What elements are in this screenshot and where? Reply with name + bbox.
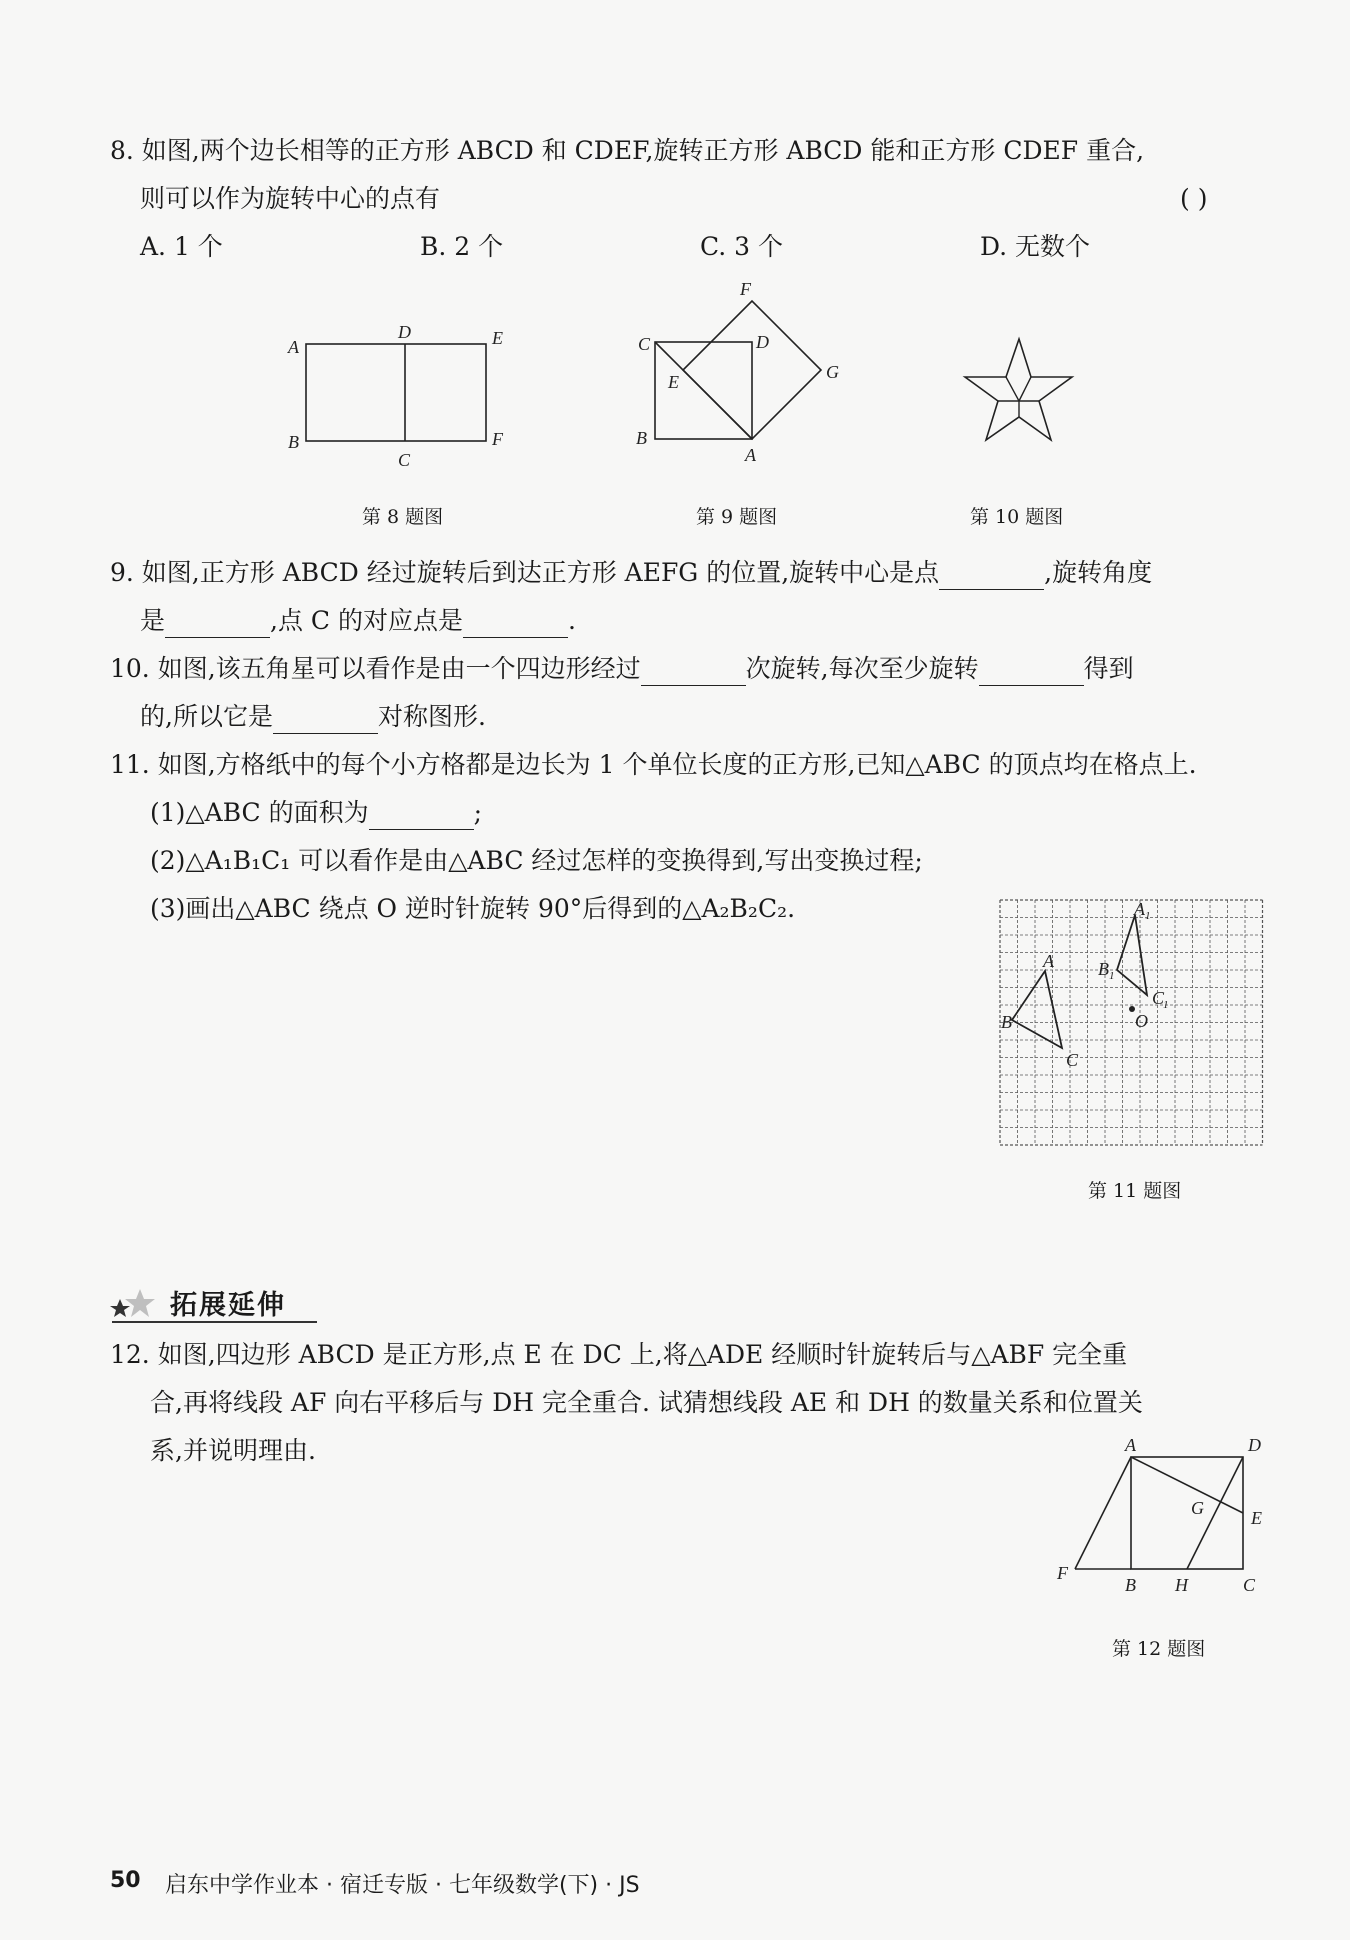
triangle-a1b1c1 — [1117, 915, 1147, 995]
fig11-label-a1-sub: 1 — [1145, 910, 1151, 922]
fig12-label-g: G — [1191, 1498, 1204, 1518]
q10-text-5: 对称图形. — [377, 702, 486, 731]
fig8-label-b: B — [288, 432, 299, 452]
q9-line2 — [140, 604, 576, 638]
footer-book-title: 启东中学作业本 · 宿迁专版 · 七年级数学(下) · JS — [165, 1873, 640, 1898]
q9-text-1: 9. 如图,正方形 ABCD 经过旋转后到达正方形 AEFG 的位置,旋转中心是点 — [110, 558, 940, 587]
q10-line1 — [110, 652, 1134, 686]
page-number: 50 — [110, 1868, 141, 1893]
fig12-label-a: A — [1125, 1435, 1136, 1455]
fig12-label-d: D — [1248, 1435, 1261, 1455]
q10-text-4: 的,所以它是 — [140, 702, 273, 731]
fig11-caption: 第 11 题图 — [1088, 1180, 1182, 1202]
fig12-label-f: F — [1057, 1563, 1068, 1583]
fig9-label-b: B — [636, 428, 647, 448]
q10-text-3: 得到 — [1083, 654, 1134, 683]
fig12-label-c: C — [1243, 1575, 1256, 1595]
q11-sub1-end: ; — [473, 798, 483, 827]
fig9-label-g: G — [826, 362, 839, 382]
fig11-label-a1: A — [1134, 899, 1145, 919]
q11-sub2: (2)△A₁B₁C₁ 可以看作是由△ABC 经过怎样的变换得到,写出变换过程; — [150, 846, 923, 875]
q10-blank-symmetry[interactable] — [273, 707, 378, 734]
q9-blank-angle[interactable] — [165, 611, 270, 638]
fig11-label-b: B — [1001, 1012, 1012, 1032]
fig9-label-c: C — [638, 334, 651, 354]
fig8-label-e: E — [492, 328, 503, 348]
grid-lines — [1000, 900, 1263, 1145]
star-icon — [125, 1289, 155, 1317]
star-icon — [110, 1299, 130, 1317]
figure-9 — [630, 279, 850, 472]
q8-option-a: A. 1 个 — [140, 232, 223, 261]
fig11-label-c: C — [1066, 1050, 1079, 1070]
q8-line1: 8. 如图,两个边长相等的正方形 ABCD 和 CDEF,旋转正方形 ABCD 能和正方形 CDEF 重合, — [110, 136, 1145, 165]
fig8-label-f: F — [492, 429, 503, 449]
fig10-inner-line-5 — [1006, 377, 1019, 401]
fig8-label-c: C — [398, 450, 411, 470]
q10-blank-angle[interactable] — [979, 659, 1084, 686]
figure-8 — [280, 320, 530, 470]
q8-line2: 则可以作为旋转中心的点有 — [140, 184, 441, 213]
fig9-label-d: D — [756, 332, 769, 352]
fig9-label-f: F — [740, 279, 751, 299]
fig12-square-abcd — [1131, 1457, 1243, 1569]
fig11-label-c1: C — [1152, 988, 1165, 1008]
q10-blank-times[interactable] — [641, 659, 746, 686]
fig9-label-a: A — [745, 445, 756, 465]
fig8-label-a: A — [288, 337, 299, 357]
fig10-star-outline — [965, 339, 1072, 440]
fig11-label-o: O — [1135, 1011, 1148, 1031]
fig9-caption: 第 9 题图 — [696, 506, 778, 528]
q10-line2 — [140, 700, 486, 734]
q9-text-4: ,点 C 的对应点是 — [270, 606, 463, 635]
section-stars-decoration — [110, 1287, 170, 1321]
fig12-segment-af — [1075, 1457, 1131, 1569]
figure-10-star — [945, 335, 1095, 475]
q9-blank-center[interactable] — [939, 563, 1044, 590]
triangle-abc — [1012, 971, 1062, 1048]
fig12-caption: 第 12 题图 — [1112, 1638, 1206, 1660]
q11-line1: 11. 如图,方格纸中的每个小方格都是边长为 1 个单位长度的正方形,已知△ABC 的顶点均在格点上. — [110, 750, 1197, 779]
fig8-rectangle — [306, 344, 486, 441]
q11-sub1 — [150, 796, 482, 830]
section-title: 拓展延伸 — [170, 1290, 286, 1321]
q9-blank-point[interactable] — [463, 611, 568, 638]
q9-text-2: ,旋转角度 — [1044, 558, 1153, 587]
fig11-label-b1: B — [1098, 959, 1109, 979]
fig12-label-h: H — [1175, 1575, 1188, 1595]
q12-line3: 系,并说明理由. — [150, 1436, 316, 1465]
q10-text-2: 次旋转,每次至少旋转 — [745, 654, 979, 683]
q12-line2: 合,再将线段 AF 向右平移后与 DH 完全重合. 试猜想线段 AE 和 DH 的数量关系和位置关 — [150, 1388, 1143, 1417]
fig10-inner-line-1 — [1019, 377, 1031, 401]
q8-option-d: D. 无数个 — [980, 232, 1091, 261]
q11-blank-area[interactable] — [369, 803, 474, 830]
figure-11-grid — [995, 895, 1267, 1143]
q8-option-b: B. 2 个 — [420, 232, 504, 261]
fig11-label-c1-sub: 1 — [1163, 999, 1169, 1011]
fig11-label-b1-sub: 1 — [1109, 970, 1115, 982]
figure-12 — [1045, 1435, 1275, 1595]
section-underline — [112, 1321, 317, 1323]
fig12-label-e: E — [1251, 1508, 1262, 1528]
fig8-label-d: D — [398, 322, 411, 342]
fig8-caption: 第 8 题图 — [362, 506, 444, 528]
q9-line1 — [110, 556, 1152, 590]
q11-sub3: (3)画出△ABC 绕点 O 逆时针旋转 90°后得到的△A₂B₂C₂. — [150, 894, 796, 923]
q8-answer-paren: ( ) — [1180, 184, 1208, 213]
q12-line1: 12. 如图,四边形 ABCD 是正方形,点 E 在 DC 上,将△ADE 经顺时针旋转后与△ABF 完全重 — [110, 1340, 1128, 1369]
fig11-label-a: A — [1043, 951, 1054, 971]
fig9-label-e: E — [668, 372, 679, 392]
fig12-label-b: B — [1125, 1575, 1136, 1595]
q9-text-5: . — [568, 606, 576, 635]
q11-sub1-text: (1)△ABC 的面积为 — [150, 798, 369, 827]
fig12-segment-ae — [1131, 1457, 1243, 1513]
q8-option-c: C. 3 个 — [700, 232, 783, 261]
q10-text-1: 10. 如图,该五角星可以看作是由一个四边形经过 — [110, 654, 641, 683]
fig10-caption: 第 10 题图 — [970, 506, 1064, 528]
q9-text-3: 是 — [140, 606, 166, 635]
